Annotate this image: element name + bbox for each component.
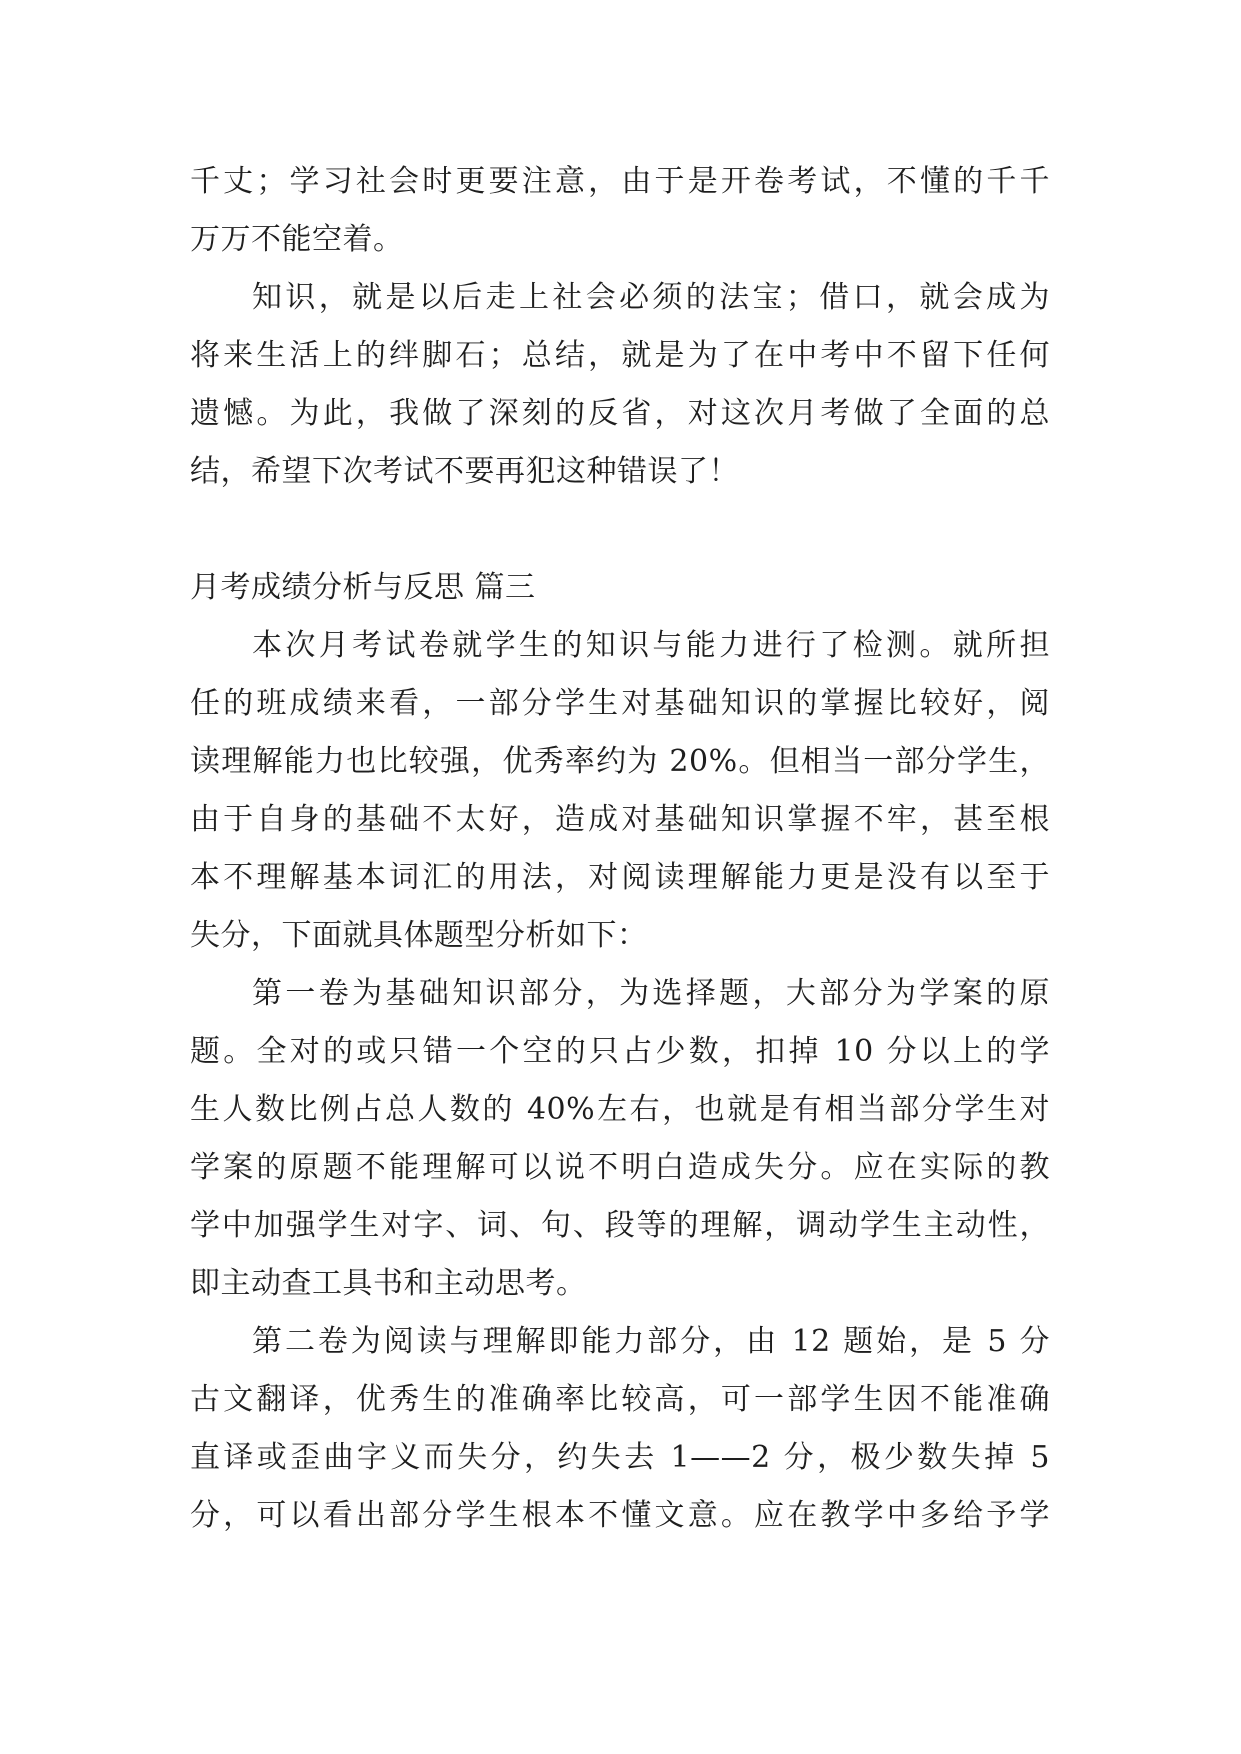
text-line: 本次月考试卷就学生的知识与能力进行了检测。就所担 bbox=[252, 628, 1050, 663]
text-line: 第二卷为阅读与理解即能力部分，由 12 题始，是 5 分 bbox=[252, 1324, 1050, 1359]
blank-line bbox=[190, 501, 1050, 559]
text-line: 题。全对的或只错一个空的只占少数，扣掉 10 分以上的学 bbox=[190, 1034, 1050, 1069]
text-line: 即主动查工具书和主动思考。 bbox=[190, 1266, 587, 1301]
text-line: 生人数比例占总人数的 40%左右，也就是有相当部分学生对 bbox=[190, 1092, 1050, 1127]
section-heading: 月考成绩分析与反思 篇三 bbox=[190, 570, 536, 605]
text-line: 失分，下面就具体题型分析如下： bbox=[190, 918, 648, 953]
text-line: 学案的原题不能理解可以说不明白造成失分。应在实际的教 bbox=[190, 1150, 1050, 1185]
paragraph bbox=[190, 617, 1050, 965]
text-line: 将来生活上的绊脚石；总结，就是为了在中考中不留下任何 bbox=[190, 338, 1050, 373]
text-line: 直译或歪曲字义而失分，约失去 1——2 分，极少数失掉 5 bbox=[190, 1440, 1050, 1475]
paragraph bbox=[190, 1313, 1050, 1545]
text-line: 千丈；学习社会时更要注意，由于是开卷考试，不懂的千千 bbox=[190, 164, 1050, 199]
text-line: 结，希望下次考试不要再犯这种错误了！ bbox=[190, 454, 739, 489]
text-line: 学中加强学生对字、词、句、段等的理解，调动学生主动性， bbox=[190, 1208, 1050, 1243]
document-body bbox=[190, 153, 1050, 1545]
text-line: 读理解能力也比较强，优秀率约为 20%。但相当一部分学生， bbox=[190, 744, 1050, 779]
text-line: 由于自身的基础不太好，造成对基础知识掌握不牢，甚至根 bbox=[190, 802, 1050, 837]
text-line: 任的班成绩来看，一部分学生对基础知识的掌握比较好，阅 bbox=[190, 686, 1050, 721]
paragraph-continued bbox=[190, 153, 1050, 269]
paragraph bbox=[190, 269, 1050, 501]
text-line: 古文翻译，优秀生的准确率比较高，可一部学生因不能准确 bbox=[190, 1382, 1050, 1417]
text-line: 第一卷为基础知识部分，为选择题，大部分为学案的原 bbox=[252, 976, 1050, 1011]
text-line: 本不理解基本词汇的用法，对阅读理解能力更是没有以至于 bbox=[190, 860, 1050, 895]
paragraph bbox=[190, 965, 1050, 1313]
text-line: 知识，就是以后走上社会必须的法宝；借口，就会成为 bbox=[252, 280, 1050, 315]
text-line: 万万不能空着。 bbox=[190, 222, 404, 257]
text-line: 遗憾。为此，我做了深刻的反省，对这次月考做了全面的总 bbox=[190, 396, 1050, 431]
text-line: 分，可以看出部分学生根本不懂文意。应在教学中多给予学 bbox=[190, 1498, 1050, 1533]
